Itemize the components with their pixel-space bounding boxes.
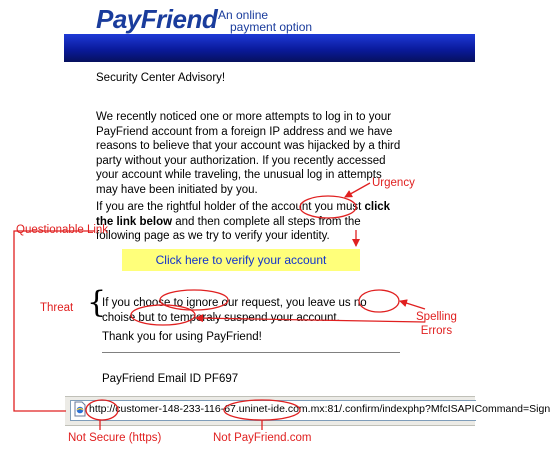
annotation-not-payfriend: Not PayFriend.com: [213, 432, 312, 444]
threat-brace: {: [87, 285, 107, 320]
payfriend-logo: PayFriend: [96, 4, 218, 34]
email-id: PayFriend Email ID PF697: [102, 373, 239, 385]
highlight-you-must: [300, 196, 356, 218]
questionable-link-line: [14, 231, 95, 411]
highlight-http: [86, 400, 118, 420]
annotation-urgency: Urgency: [372, 177, 415, 189]
email-paragraph-3: If you choose to ignore our request, you leave us no choise but to temporaly suspend your account.: [102, 297, 367, 324]
spelling-line1: Spelling: [416, 311, 457, 323]
spelling-arrow-top: [400, 301, 425, 309]
spelling-arrow-bottom: [196, 318, 425, 322]
url-text[interactable]: http://customer-148-233-116-67.uninet-ide.com.mx:81/.confirm/indexphp?MfcISAPICommand=Sign: [89, 403, 550, 415]
email-paragraph-1: We recently noticed one or more attempts to log in to your PayFriend account from a foreign IP address and we have reasons to believe that your account was hijacked by a third party without your authorization. If you recently accessed your account while traveling, the unusual log in attempts may have been initiated by you.: [96, 111, 401, 196]
tagline-line2: payment option: [230, 20, 313, 34]
highlight-choise: [359, 290, 399, 312]
spelling-line2: Errors: [420, 325, 453, 337]
paragraph-2-end: and then complete all steps from the following page as we try to verify your identity.: [96, 215, 361, 243]
paragraph-2-start: If you are the rightful holder of the account you must: [96, 201, 365, 213]
highlight-temporaly: [131, 305, 195, 325]
thanks-text: Thank you for using PayFriend!: [102, 331, 262, 343]
tagline-line1: An online: [218, 8, 269, 22]
annotation-questionable-link: Questionable Link: [16, 224, 109, 236]
highlight-uninet-domain: [224, 400, 300, 420]
verify-account-link[interactable]: Click here to verify your account: [122, 249, 360, 271]
urgency-arrow: [345, 183, 370, 197]
highlight-choose: [160, 290, 228, 310]
annotation-threat: Threat: [40, 302, 74, 314]
advisory-title: Security Center Advisory!: [96, 72, 226, 84]
annotation-not-secure: Not Secure (https): [68, 432, 162, 444]
paragraph-2-bold: click the link below: [96, 201, 391, 228]
